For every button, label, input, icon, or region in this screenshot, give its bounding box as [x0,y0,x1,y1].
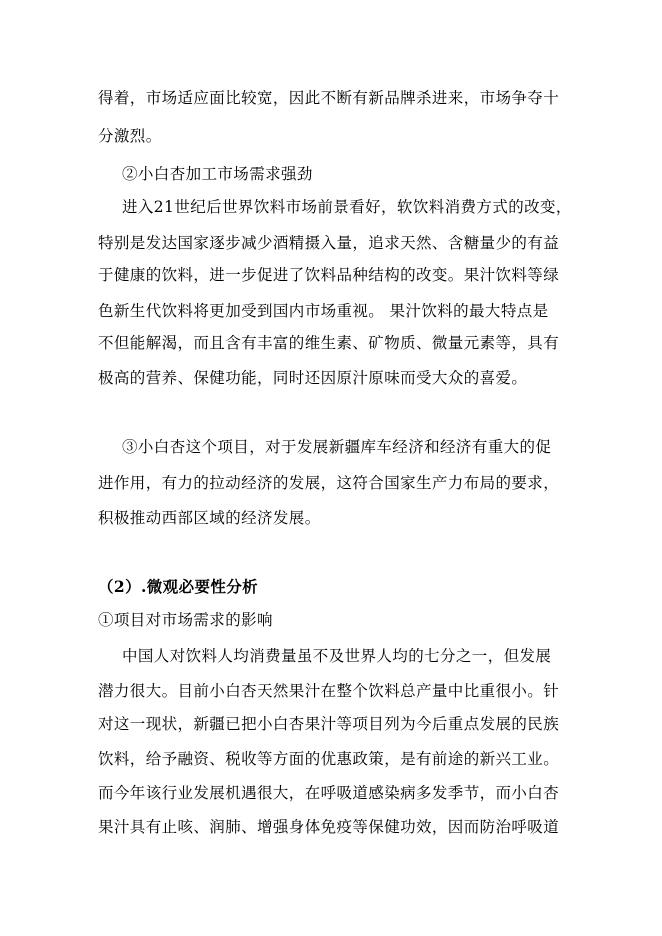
paragraph-line: 进入21世纪后世界饮料市场前景看好，软饮料消费方式的改变， [122,198,572,216]
paragraph-line: 而今年该行业发展机遇很大，在呼吸道感染病多发季节，而小白杏 [98,784,560,802]
paragraph-line: 不但能解渴，而且含有丰富的维生素、矿物质、微量元素等，具有 [98,334,560,352]
subheading-market-demand: ②小白杏加工市场需求强劲 [122,165,313,183]
section-heading: （2）.微观必要性分析 [98,577,259,596]
paragraph-line: 果汁具有止咳、润肺、增强身体免疫等保健功效，因而防治呼吸道 [98,818,560,836]
paragraph-line: 分激烈。 [98,127,162,145]
paragraph-line: ③小白杏这个项目，对于发展新疆库车经济和经济有重大的促 [122,438,552,456]
paragraph-line: 饮料，给予融资、税收等方面的优惠政策，是有前途的新兴工业。 [98,750,560,768]
paragraph-line: 极高的营养、保健功能，同时还因原汁原味而受大众的喜爱。 [98,369,528,387]
paragraph-line: 中国人对饮料人均消费量虽不及世界人均的七分之一，但发展 [122,647,552,665]
paragraph-line: 进作用，有力的拉动经济的发展，这符合国家生产力布局的要求， [98,474,560,492]
paragraph-line: 积极推动西部区域的经济发展。 [98,509,321,527]
paragraph-line: 于健康的饮料，进一步促进了饮料品种结构的改变。果汁饮料等绿 [98,266,560,284]
paragraph-line: 特别是发达国家逐步减少酒精摄入量，追求天然、含糖量少的有益 [98,234,560,252]
subheading-project-impact: ①项目对市场需求的影响 [98,611,273,629]
paragraph-line: 潜力很大。目前小白杏天然果汁在整个饮料总产量中比重很小。针 [98,682,560,700]
paragraph-line: 对这一现状，新疆已把小白杏果汁等项目列为今后重点发展的民族 [98,715,560,733]
paragraph-line: 色新生代饮料将更加受到国内市场重视。 果汁饮料的最大特点是 [98,302,549,320]
paragraph-line: 得着，市场适应面比较宽，因此不断有新品牌杀进来，市场争夺十 [98,89,560,107]
